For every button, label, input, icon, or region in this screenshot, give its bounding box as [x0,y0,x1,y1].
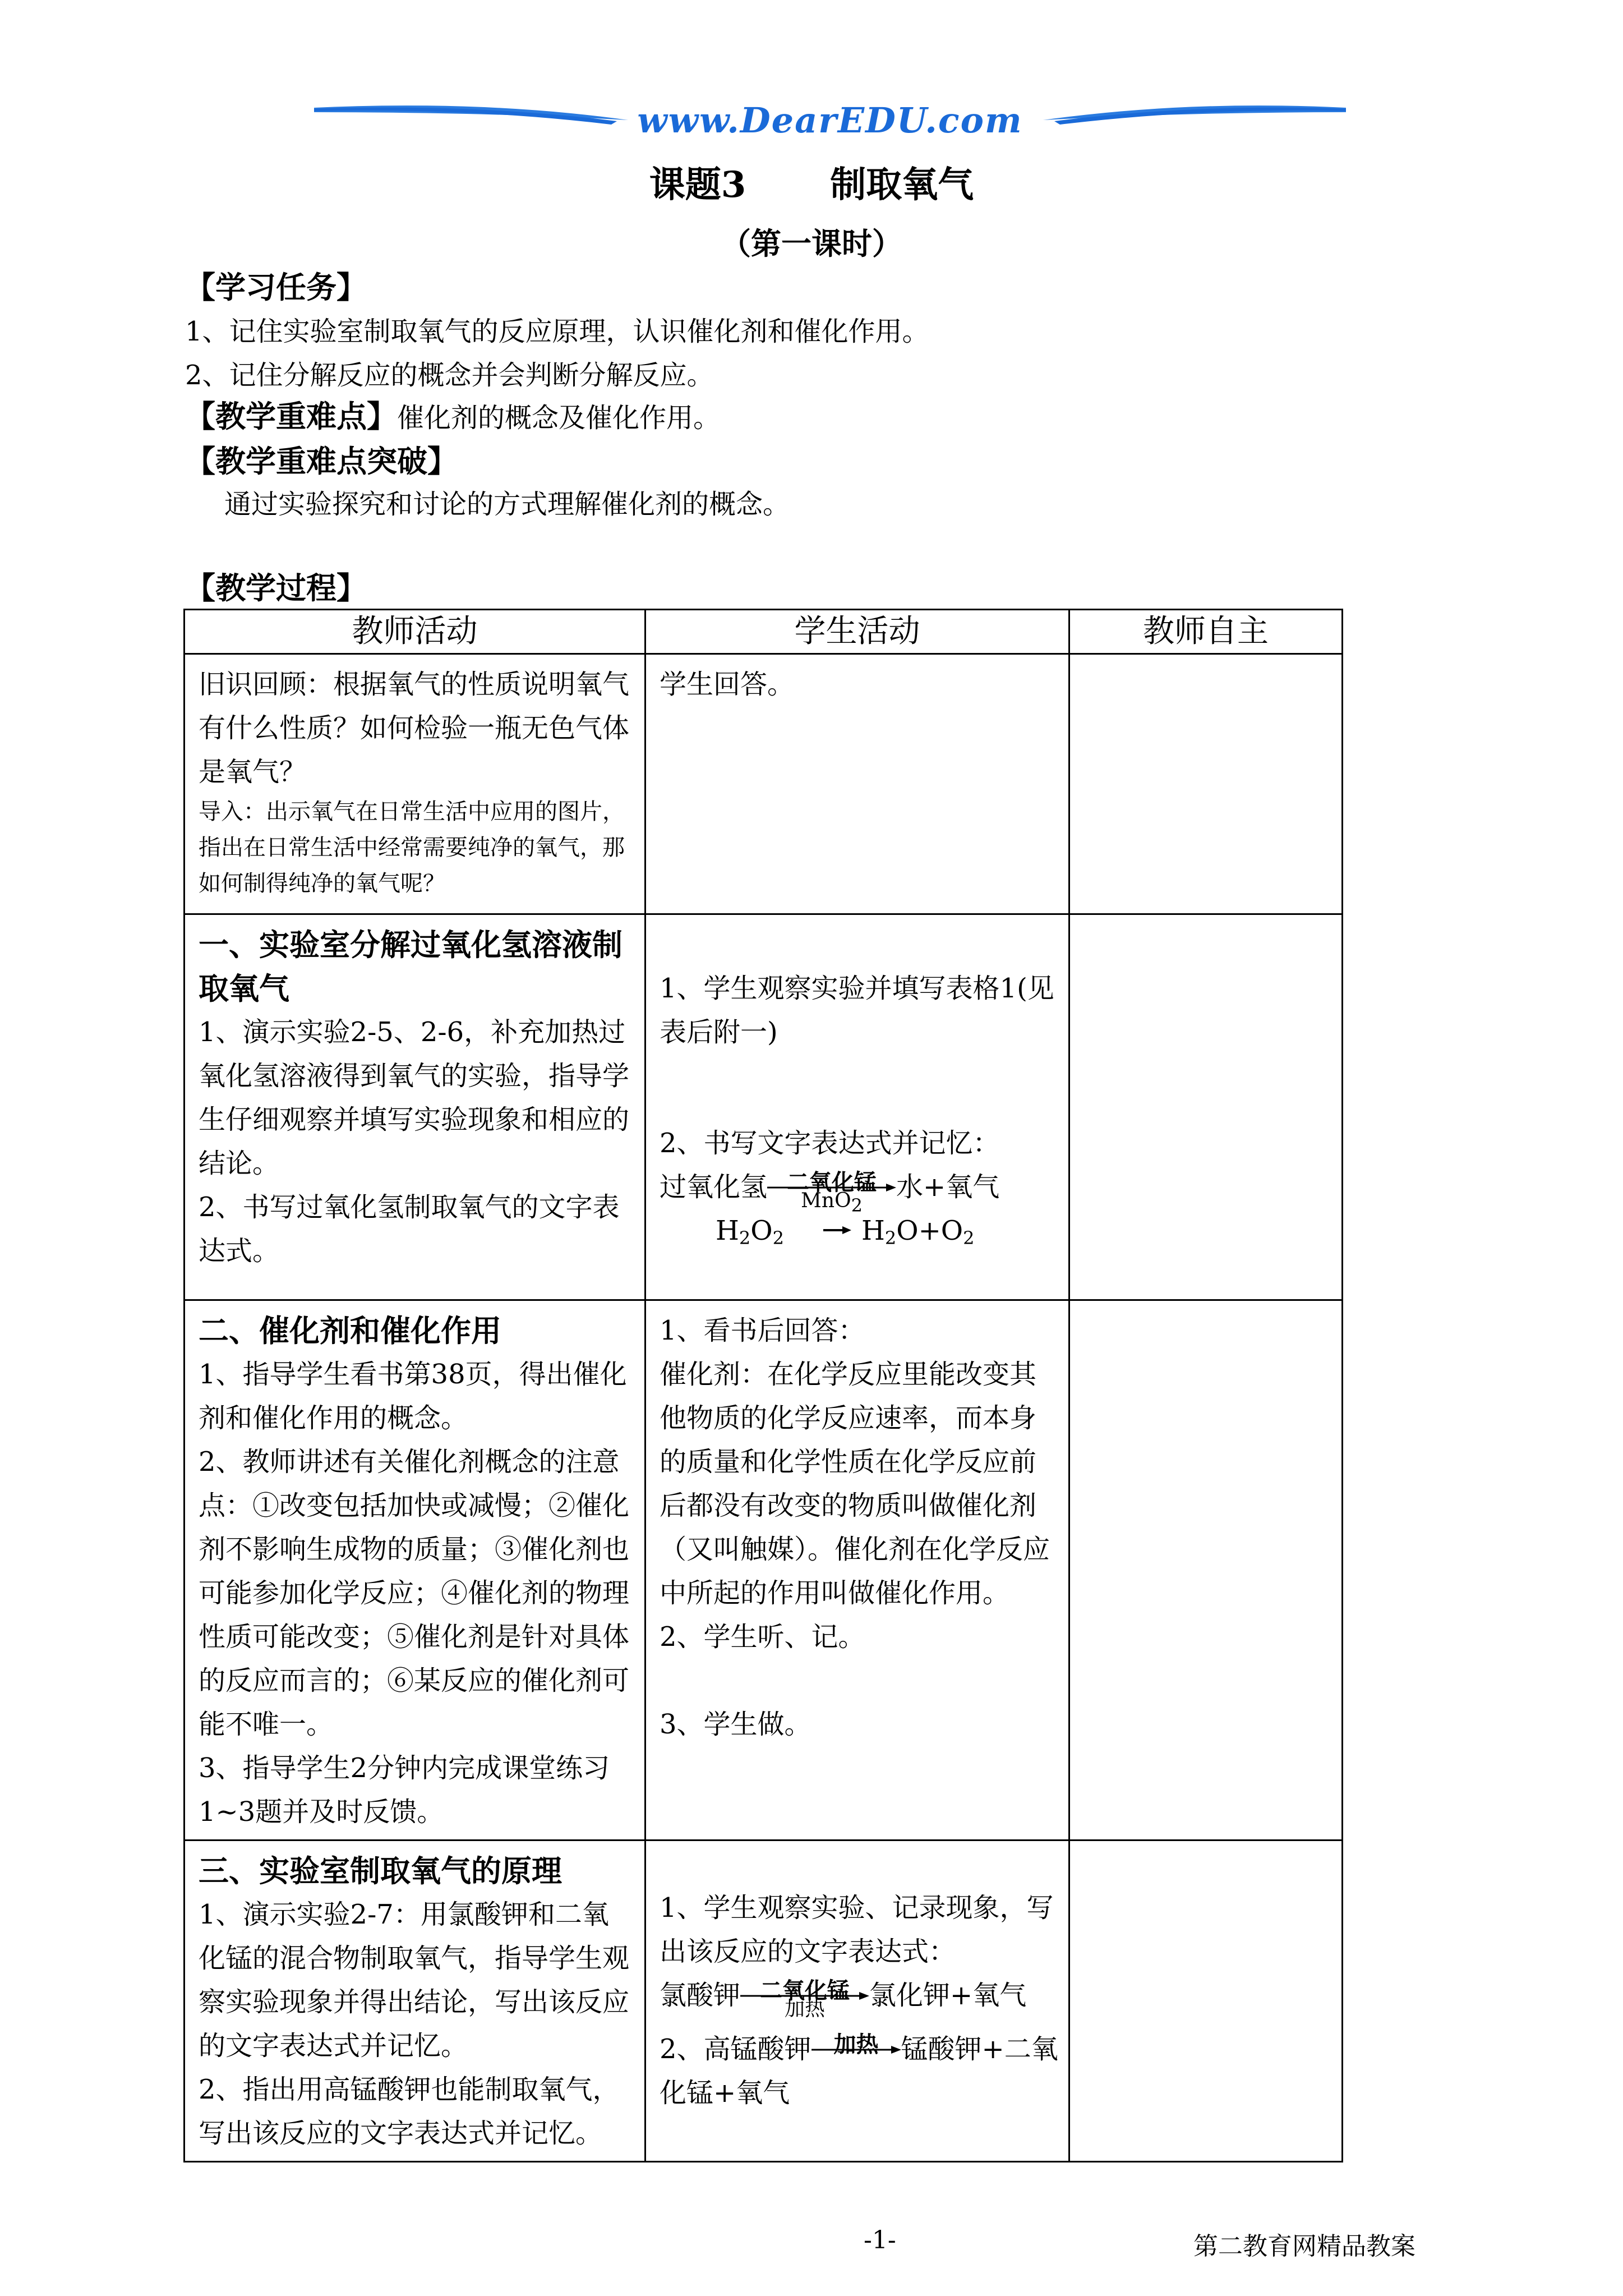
row3-student-3: 3、学生做。 [660,1709,811,1740]
section-2-heading: 二、催化剂和催化作用 [199,1313,501,1349]
site-banner [314,95,1346,146]
eq-reactant: 过氧化氢 [660,1171,768,1203]
row3-teacher-3: 3、指导学生2分钟内完成课堂练习1~3题并及时反馈。 [199,1752,610,1828]
kclo3-word-equation [660,1973,1055,2027]
row3-student-1: 1、看书后回答： [660,1315,865,1346]
footer-source: 第二教育网精品教案 [1193,2232,1415,2261]
sub-2: 2 [851,1195,863,1216]
row2-student [645,914,1069,1300]
key-points [185,393,720,436]
page-number: -1- [864,2226,896,2254]
tasks-heading: 【学习任务】 [185,269,367,305]
eq-catalyst: 二氧化锰 [787,1170,877,1195]
row3-notes [1069,1300,1343,1841]
row4-teacher-1: 1、演示实验2-7：用氯酸钾和二氧化锰的混合物制取氧气，指导学生观察实验现象并得出结论，写出该反应的文字表达式并记忆。 [199,1899,630,2062]
process-heading: 【教学过程】 [185,570,367,606]
task-item-1: 1、记住实验室制取氧气的反应原理，认识催化剂和催化作用。 [185,316,929,347]
eq1-product: 氯化钾+氧气 [869,1980,1027,2011]
page-subtitle: （第一课时） [721,226,902,261]
review-text: 旧识回顾：根据氧气的性质说明氧气有什么性质？如何检验一瓶无色气体是氧气？ [199,669,630,788]
row1-notes [1069,654,1343,914]
title-topic: 制取氧气 [830,164,974,206]
row2-student-2: 2、书写文字表达式并记忆： [660,1128,1000,1159]
sub-2: 2 [772,1227,784,1249]
key-points-text: 催化剂的概念及催化作用。 [397,402,721,434]
teaching-process-table [183,609,1343,2162]
row4-teacher-2: 2、指出用高锰酸钾也能制取氧气，写出该反应的文字表达式并记忆。 [199,2074,620,2149]
reaction-arrow [740,1973,869,2021]
sub-2: 2 [884,1227,897,1249]
sub-2: 2 [739,1227,751,1249]
small-arrow-icon [823,1225,851,1236]
row4-student [645,1841,1069,2162]
row2-teacher [185,914,645,1300]
page-title [0,156,1623,208]
h2o2-word-equation [660,1165,1055,1216]
eq2-product-cont: 化锰+氧气 [660,2077,790,2109]
chem-reactant [716,1209,784,1253]
section-1-heading: 一、实验室分解过氧化氢溶液制取氧气 [199,927,623,1006]
table-header-row [185,610,1343,654]
section-3-heading: 三、实验室制取氧气的原理 [199,1853,562,1889]
arrow-icon [811,2045,901,2054]
eq2-product: 锰酸钾+二氧 [901,2033,1058,2065]
banner-text: www.DearEDU.com [637,100,1023,141]
reaction-arrow [811,2027,901,2067]
reaction-arrow [767,1165,896,1216]
row3-student [645,1300,1069,1841]
row4-teacher [185,1841,645,2162]
header-teacher-notes: 教师自主 [1069,610,1343,654]
eq1-catalyst: 二氧化锰 [760,1978,850,2004]
mno-text: MnO [801,1189,851,1212]
row3-teacher-2: 2、教师讲述有关催化剂概念的注意点：①改变包括加快或减慢；②催化剂不影响生成物的质量；③催化剂也可能参加化学反应；④催化剂的物理性质可能改变；⑤催化剂是针对具体的反应而言的；⑥某反应的催化剂可能不唯一。 [199,1446,630,1740]
eq-product: 水+氧气 [896,1171,1000,1203]
row3-teacher [185,1300,645,1841]
header-student-activity: 学生活动 [645,610,1069,654]
row1-student [645,654,1069,914]
table-row [185,914,1343,1300]
table-row [185,1300,1343,1841]
kmno4-word-equation [660,2027,1058,2071]
row2-student-1: 1、学生观察实验并填写表格1(见表后附一) [660,973,1054,1048]
chem-h: H [716,1215,739,1246]
eq2-reactant: 2、高锰酸钾 [660,2033,811,2065]
chem-h: H [861,1215,885,1246]
catalyst-definition: 催化剂：在化学反应里能改变其他物质的化学反应速率，而本身的质量和化学性质在化学反应前后都没有改变的物质叫做催化剂（又叫触媒）。催化剂在化学反应中所起的作用叫做催化作用。 [660,1359,1050,1609]
key-points-label: 【教学重难点】 [185,398,397,434]
breakthrough-heading: 【教学重难点突破】 [185,443,458,479]
table-row [185,1841,1343,2162]
sub-2: 2 [963,1227,975,1249]
intro-text: 导入：出示氧气在日常生活中应用的图片，指出在日常生活中经常需要纯净的氧气，那如何制得纯净的氧气呢？ [199,799,625,896]
row2-teacher-1: 1、演示实验2-5、2-6，补充加热过氧化氢溶液得到氧气的实验，指导学生仔细观察并填写实验现象和相应的结论。 [199,1016,630,1179]
row1-student-text: 学生回答。 [660,669,795,700]
breakthrough-text: 通过实验探究和讨论的方式理解催化剂的概念。 [224,489,790,520]
row3-student-2: 2、学生听、记。 [660,1621,865,1653]
task-item-2: 2、记住分解反应的概念并会判断分解反应。 [185,360,714,391]
chem-o-plus-o: O+O [896,1215,963,1246]
row4-student-1: 1、学生观察实验、记录现象，写出该反应的文字表达式： [660,1892,1054,1967]
h2o2-chemical-equation [660,1209,1055,1260]
row3-teacher-1: 1、指导学生看书第38页，得出催化剂和催化作用的概念。 [199,1359,627,1434]
row2-notes [1069,914,1343,1300]
chem-o: O [750,1215,773,1246]
row1-teacher [185,654,645,914]
title-lesson: 课题3 [649,164,746,206]
eq1-condition: 加热 [785,1998,826,2021]
table-row [185,654,1343,914]
header-teacher-activity: 教师活动 [185,610,645,654]
row2-teacher-2: 2、书写过氧化氢制取氧气的文字表达式。 [199,1191,620,1267]
row4-notes [1069,1841,1343,2162]
chem-product [861,1209,975,1253]
eq1-reactant: 氯酸钾 [660,1980,741,2011]
eq2-condition: 加热 [833,2032,879,2058]
